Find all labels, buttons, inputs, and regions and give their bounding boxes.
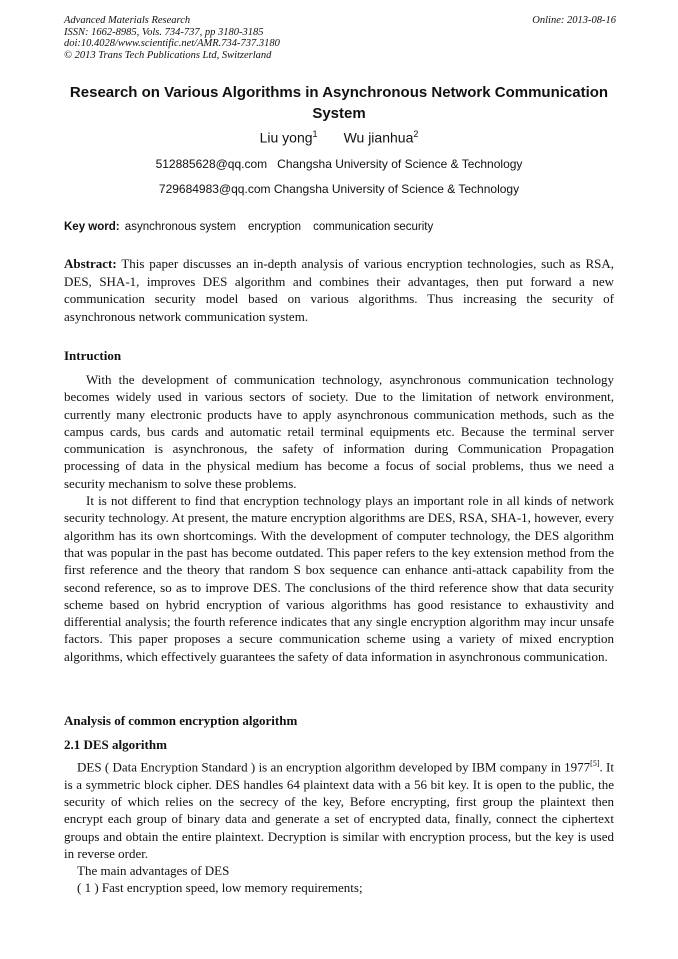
copyright-line: © 2013 Trans Tech Publications Ltd, Switzerland: [64, 49, 272, 61]
doi-line: doi:10.4028/www.scientific.net/AMR.734-737.3180: [64, 38, 280, 49]
paragraph: It is not different to find that encryption technology plays an important role in all kinds of network security technology. At present, the mature encryption algorithms are DES, RSA, SHA-1, however, every algorithm has its own shortcomings. With the development of computer technology, the DES algorithm that was popular in the past has become outdated. This paper refers to the key extension method from the first reference and the theory that random S box sequence can enhance anti-attack capability from the second reference, so as to improve DES. The conclusions of the third reference show that data security scheme based on hybrid encryption of various algorithms has good resistance to exhaustivity and differential analysis; the fourth reference indicates that any single encryption algorithm may incur unsafe factors. This paper proposes a secure communication scheme using a variety of mixed encryption algorithms, which effectively guarantees the safety of data information in asynchronous communication.: [64, 493, 614, 664]
des-paragraph-end: . It is a symmetric block cipher. DES handles 64 plaintext data with a 56 bit key. It is open to the public, the security of which relies on the secrecy of the key, Before encrypting, first group the plaintext then encrypt each group of binary data and generate a set of encrypted data, finally, connect the ciphertext groups and obtain the entire plaintext. Decryption is similar with encryption process, but the key is used in reverse order.: [64, 759, 614, 861]
advantage-item: ( 1 ) Fast encryption speed, low memory requirements;: [77, 880, 363, 896]
keyword-item: communication security: [313, 221, 434, 233]
author-1: Liu yong: [259, 129, 313, 146]
keywords-line: [64, 221, 616, 233]
affiliation-1-email: 512885628@qq.com: [155, 157, 268, 171]
author-1-affiliation-mark: 1: [312, 129, 318, 139]
paper-title: Research on Various Algorithms in Asynchronous Network Communication System: [69, 84, 609, 122]
section-heading-introduction: Intruction: [64, 348, 122, 363]
paragraph: With the development of communication technology, asynchronous communication technology becomes widely used in various sectors of society. Due to the limitation of network environment, currently many electronic products have to apply asynchronous communication methods, such as the campus cards, bus cards and automatic retail terminal equipments etc. Because the terminal server communication is asynchronous, the safety of information during Communication Propagation processing of data in the physical medium has become a focus of social problems, thus we need a security mechanism to solve these problems.: [64, 372, 614, 491]
keyword-item: encryption: [248, 221, 302, 233]
author-line: [64, 129, 614, 146]
section-heading-analysis: Analysis of common encryption algorithm: [64, 713, 298, 728]
affiliation-2-institution: Changsha University of Science & Technology: [273, 182, 520, 196]
author-2-affiliation-mark: 2: [413, 129, 419, 139]
affiliation-1-institution: Changsha University of Science & Technology: [277, 157, 523, 171]
affiliation-1: [64, 157, 614, 171]
online-date: Online: 2013-08-16: [532, 15, 616, 26]
affiliation-2: [64, 182, 614, 196]
journal-header: [64, 15, 616, 61]
abstract-label: Abstract:: [64, 256, 117, 271]
abstract: [64, 255, 614, 325]
keyword-item: asynchronous system: [124, 221, 237, 233]
issn-line: ISSN: 1662-8985, Vols. 734-737, pp 3180-3185: [64, 26, 264, 38]
author-2: Wu jianhua: [343, 129, 414, 146]
affiliation-2-email: 729684983@qq.com: [158, 182, 271, 196]
abstract-text: This paper discusses an in-depth analysis of various encryption technologies, such as RSA, DES, SHA-1, improves DES algorithm and combines their advantages, then put forward a new communication security model based on various algorithms. Thus increasing the security of asynchronous network communication system.: [64, 256, 615, 324]
keywords-label: Key word:: [64, 221, 120, 233]
des-paragraph-start: DES ( Data Encryption Standard ) is an encryption algorithm developed by IBM company in 1977: [77, 759, 591, 775]
citation-mark: [5]: [590, 759, 600, 768]
introduction-body: [64, 371, 614, 665]
advantages-label: The main advantages of DES: [77, 863, 230, 879]
paragraph: [64, 755, 614, 862]
des-body: [64, 755, 614, 897]
journal-name: Advanced Materials Research: [64, 15, 191, 26]
subsection-heading-des: 2.1 DES algorithm: [64, 737, 167, 752]
